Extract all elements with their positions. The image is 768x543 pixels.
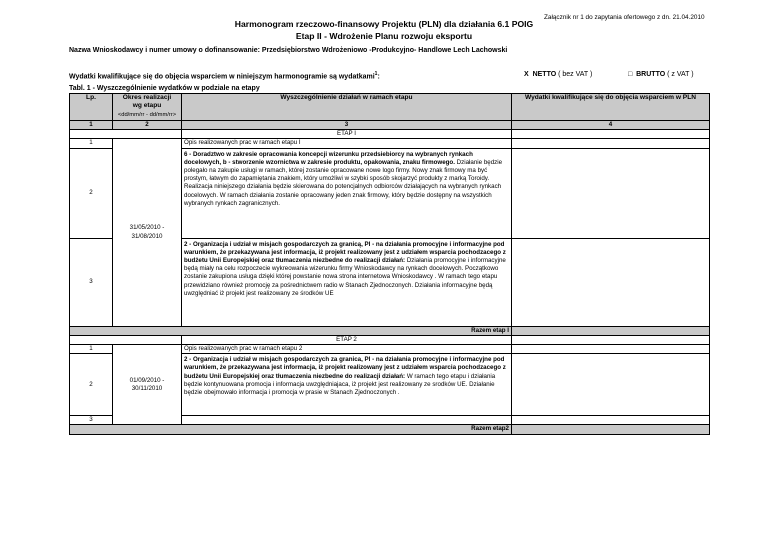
stage1-total-row bbox=[70, 326, 710, 335]
brutto-label: BRUTTO bbox=[636, 71, 666, 78]
row-lp: 2 bbox=[70, 148, 113, 238]
attachment-note: Załącznik nr 1 do zapytania ofertowego z dn. 21.04.2010 bbox=[544, 14, 705, 21]
applicant-label: Nazwa Wnioskodawcy i numer umowy o dofinansowanie: Przedsiębiorstwo Wdrożeniowo -Produkcyjno- Handlowe Lech Lachowski bbox=[69, 47, 508, 54]
header-row bbox=[70, 94, 710, 121]
table-row bbox=[70, 139, 710, 148]
row-description-bold: 6 - Doradztwo w zakresie opracowania koncepcji wizerunku przedsiebiorcy na wybranych rynkach docelowych, b - stworzenie wzornictwa w zakresie produktu, opakowania, znaku firmowego. bbox=[184, 150, 473, 166]
stage1-total-label: Razem etap I bbox=[182, 326, 512, 335]
eligible-expenses-label bbox=[69, 71, 380, 80]
stage2-total-amount[interactable] bbox=[512, 425, 710, 434]
stage-label-row bbox=[70, 130, 710, 139]
col-number: 4 bbox=[512, 121, 710, 130]
row-description bbox=[182, 416, 512, 425]
row-description-bold: 2 - Organizacja i udział w misjach gospodarczych za granicą, PI - na działania promocyjne i informacyjne pod warunkiem, że przekazywana jest informacja, iż projekt realizowany jest z udziałem wsparcia pochodzacego z budżetu Unii Europejskiej oraz tłumaczenia niezbedne do realizacji działań: bbox=[184, 240, 506, 265]
row-description bbox=[182, 354, 512, 416]
brutto-detail: ( z VAT ) bbox=[667, 71, 694, 78]
stage2-total-row bbox=[70, 425, 710, 434]
stage1-label: ETAP I bbox=[182, 130, 512, 139]
stage2-label: ETAP 2 bbox=[182, 335, 512, 344]
row-description: Opis realizowanych prac w ramach etapu I bbox=[182, 139, 512, 148]
stage1-period: 31/05/2010 - 31/08/2010 bbox=[113, 139, 182, 326]
row-amount[interactable] bbox=[512, 416, 710, 425]
col-number: 1 bbox=[70, 121, 113, 130]
schedule-table bbox=[69, 93, 710, 435]
brutto-checkbox-icon: □ bbox=[628, 71, 633, 78]
stage2-period: 01/09/2010 - 30/11/2010 bbox=[113, 345, 182, 425]
eligible-text: Wydatki kwalifikujące się do objęcia wsparciem w niniejszym harmonogramie są wydatkami bbox=[69, 73, 375, 81]
row-amount[interactable] bbox=[512, 238, 710, 326]
col-number: 3 bbox=[182, 121, 512, 130]
netto-option[interactable] bbox=[524, 71, 592, 78]
row-lp: 2 bbox=[70, 354, 113, 416]
table-row bbox=[70, 345, 710, 354]
header-expenses: Wydatki kwalifikujące się do objęcia wsparciem w PLN bbox=[512, 94, 710, 121]
document-title: Harmonogram rzeczowo-finansowy Projektu (PLN) dla działania 6.1 POIG bbox=[234, 19, 534, 29]
row-lp: 3 bbox=[70, 238, 113, 326]
header-activities: Wyszczególnienie działań w ramach etapu bbox=[182, 94, 512, 121]
footnote-marker: 1 bbox=[374, 71, 378, 77]
row-description: Opis realizowanych prac w ramach etapu 2 bbox=[182, 345, 512, 354]
header-lp: Lp. bbox=[70, 94, 113, 121]
row-description bbox=[182, 148, 512, 238]
stage2-total-label: Razem etap2 bbox=[182, 425, 512, 434]
eligible-colon: : bbox=[377, 73, 380, 81]
stage1-total-amount[interactable] bbox=[512, 326, 710, 335]
col-number: 2 bbox=[113, 121, 182, 130]
row-lp: 1 bbox=[70, 345, 113, 354]
header-period-line2: wg etapu bbox=[132, 102, 162, 110]
row-lp: 3 bbox=[70, 416, 113, 425]
row-description-text: Działania promocyjne i informacyjne będą miały na celu rozpoczecie wykreowania wizerunku firmy Wnioskodawcy na rynkach docelowych. Początkowo zostanie zakupiona usługa dzięki której powstanie nowa strona internetowa Wnioskodawcy . W ramach tego etapu przewidziano również promocję za pośrednictwem radio w Stanach Zjednoczonych. Działania informacyjne będą uwzględniać iż projekt jest realizowany ze środków UE bbox=[184, 257, 506, 297]
header-period-line1: Okres realizacji bbox=[122, 94, 172, 101]
row-amount[interactable] bbox=[512, 345, 710, 354]
document-subtitle: Etap II - Wdrożenie Planu rozwoju eksportu bbox=[295, 31, 473, 41]
row-description-text: W ramach tego etapu i działania będzie kontynuowana promocja i informacja uwzględniajaca, iż projekt jest realizowany ze srodków UE. Działanie będzie obejmowało informacja i promocja w prasie w Stanach Zjednoczonych . bbox=[184, 372, 496, 397]
row-amount[interactable] bbox=[512, 148, 710, 238]
netto-detail: ( bez VAT ) bbox=[558, 71, 593, 78]
stage-label-row bbox=[70, 335, 710, 344]
row-lp: 1 bbox=[70, 139, 113, 148]
row-description-text: Działanie będzie polegało na zakupie usługi w ramach, której zostanie opracowane nowe logo firmy. Nowy znak firmowy ma być prostym, łatwym do zapamiętania znakiem, który umożliwi w szybki sposób skojarzyć produkty z marką Toroidy. Realizacja niniejszego działania będzie skierowana do potencjalnych odbiorców działających na wybranych rynkach docelowych. W ramach działania zostanie opracowany jeden znak firmowy, który będzie dostępny na wszystkich wybranych rynkach zagranicznych. bbox=[184, 158, 503, 207]
row-description-bold: 2 - Organizacja i udział w misjach gospodarczych za granica, PI - na działania promocyjne i informacyjne pod warunkiem, że przekazywana jest informacja, iż projekt realizowany jest z udziałem wsparcia pochodzacego z budżetu Unii Europejskiej oraz tłumaczenia niezbedne do realizacji działań: bbox=[184, 356, 506, 380]
header-period bbox=[113, 94, 182, 121]
row-description bbox=[182, 238, 512, 326]
brutto-option[interactable] bbox=[628, 71, 694, 78]
header-period-format: <dd/mm/rr - dd/mm/rr> bbox=[117, 111, 177, 118]
table-title: Tabl. 1 - Wyszczególnienie wydatków w podziale na etapy bbox=[69, 85, 260, 92]
row-amount[interactable] bbox=[512, 139, 710, 148]
row-amount[interactable] bbox=[512, 354, 710, 416]
netto-label: NETTO bbox=[532, 71, 557, 78]
column-number-row bbox=[70, 121, 710, 130]
netto-checkmark: X bbox=[524, 71, 529, 78]
